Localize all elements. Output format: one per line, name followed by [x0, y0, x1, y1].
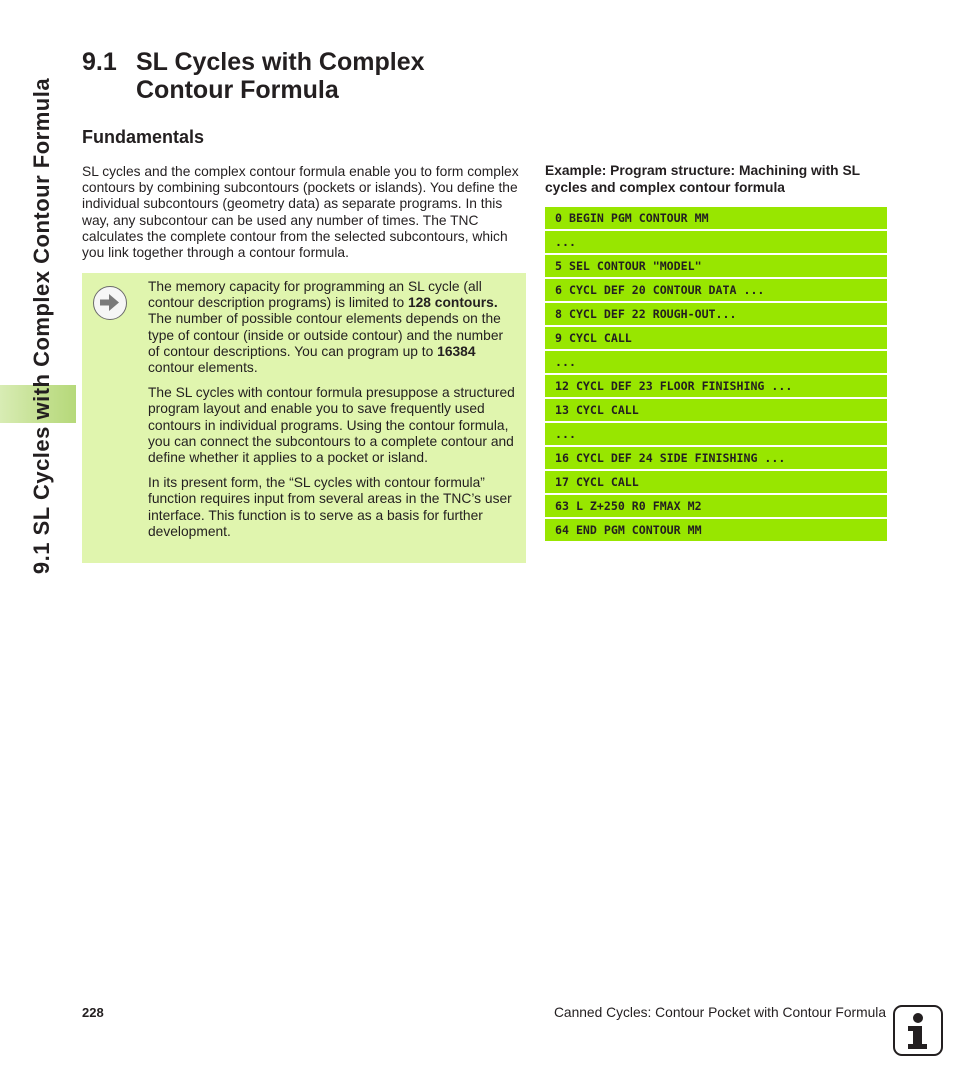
note-text [148, 279, 518, 549]
note-text-run: contour elements. [148, 360, 258, 376]
code-line: 12 CYCL DEF 23 FLOOR FINISHING ... [545, 375, 887, 397]
code-line: 16 CYCL DEF 24 SIDE FINISHING ... [545, 447, 887, 469]
code-line: ... [545, 423, 887, 445]
code-line: ... [545, 231, 887, 253]
section-title-line2: Contour Formula [136, 76, 339, 104]
code-line: 8 CYCL DEF 22 ROUGH-OUT... [545, 303, 887, 325]
section-heading [82, 48, 425, 104]
code-line: 13 CYCL CALL [545, 399, 887, 421]
code-line: 64 END PGM CONTOUR MM [545, 519, 887, 541]
intro-paragraph: SL cycles and the complex contour formula enable you to form complex contours by combining subcontours (pockets or islands). You define the individual subcontours (geometry data) as separate programs. In this way, any subcontour can be used any number of times. The TNC calculates the complete contour from the selected subcontours, which you link together through a contour formula. [82, 164, 519, 261]
code-line: ... [545, 351, 887, 373]
section-number: 9.1 [82, 48, 117, 76]
page-number: 228 [82, 1005, 104, 1020]
code-line: 6 CYCL DEF 20 CONTOUR DATA ... [545, 279, 887, 301]
example-title: Example: Program structure: Machining with SL cycles and complex contour formula [545, 163, 860, 195]
note-bold-limit: 128 contours. [407, 295, 498, 311]
note-box [82, 273, 526, 563]
code-line: 5 SEL CONTOUR "MODEL" [545, 255, 887, 277]
code-line: 17 CYCL CALL [545, 471, 887, 493]
code-line: 63 L Z+250 R0 FMAX M2 [545, 495, 887, 517]
side-running-title: 9.1 SL Cycles with Complex Contour Formula [29, 77, 54, 575]
subsection-heading: Fundamentals [82, 127, 205, 147]
footer-chapter-title: Canned Cycles: Contour Pocket with Contour Formula [553, 1005, 886, 1020]
section-title-line1: SL Cycles with Complex [136, 48, 425, 76]
note-paragraph-1 [148, 279, 518, 376]
arrow-right-icon [93, 286, 127, 320]
note-text-run: The number of possible contour elements depends on the type of contour (inside or outside contour) and the number of contour descriptions. You can program up to [148, 311, 504, 359]
note-text-run: The memory capacity for programming an SL cycle (all contour description programs) is limited to [148, 279, 482, 311]
code-line: 0 BEGIN PGM CONTOUR MM [545, 207, 887, 229]
note-paragraph-3: In its present form, the “SL cycles with contour formula” function requires input from several areas in the TNC’s user interface. This function is to serve as a basis for further development. [148, 475, 512, 539]
note-paragraph-2: The SL cycles with contour formula presuppose a structured program layout and enable you to save frequently used contours in individual programs. Using the contour formula, you can connect the subcontours to a complete contour and define whether it applies to a pocket or island. [148, 385, 515, 466]
info-icon[interactable] [893, 1005, 943, 1056]
code-line: 9 CYCL CALL [545, 327, 887, 349]
note-bold-count: 16384 [437, 343, 476, 359]
nc-program-listing [545, 207, 887, 543]
